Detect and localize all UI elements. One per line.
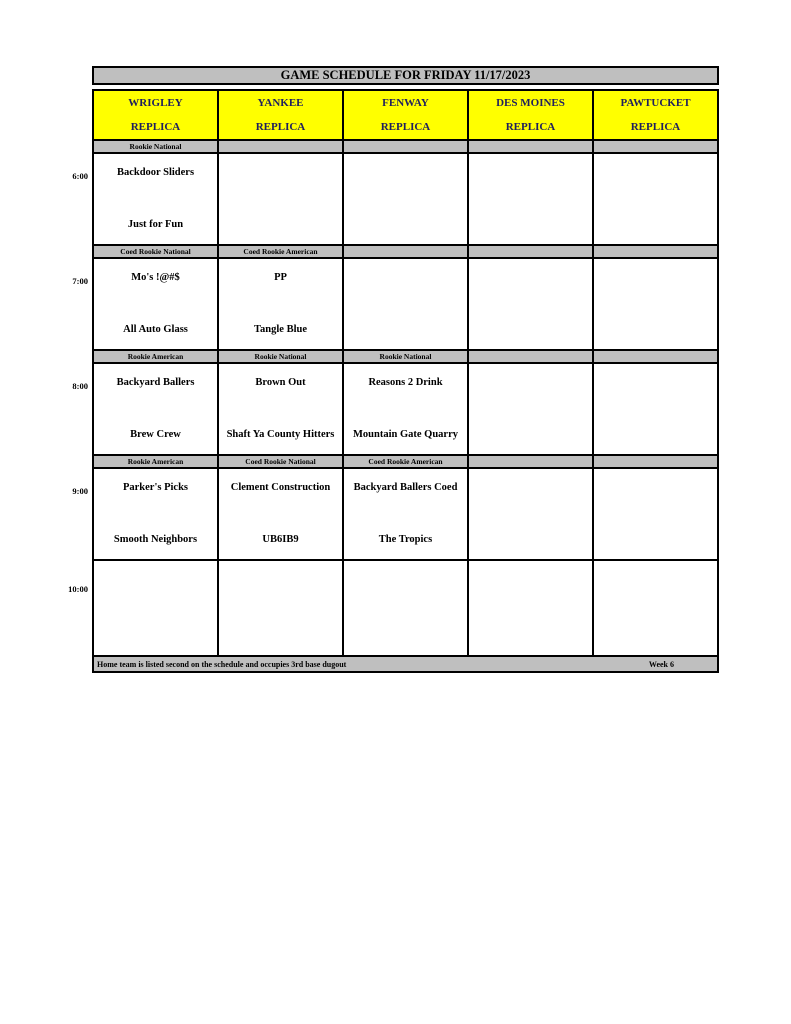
home-team: UB6IB9: [262, 534, 299, 545]
division-label: [468, 140, 593, 153]
field-subname: REPLICA: [505, 121, 556, 133]
division-label: [593, 350, 718, 363]
game-cell: [343, 468, 468, 560]
away-team: Reasons 2 Drink: [368, 377, 443, 388]
field-subname: REPLICA: [130, 121, 181, 133]
home-team: Mountain Gate Quarry: [353, 429, 458, 440]
week-label: Week 6: [648, 659, 674, 669]
game-cell: [343, 363, 468, 455]
time-label-6: 6:00: [72, 171, 88, 181]
game-cell: [593, 363, 718, 455]
division-label: Coed Rookie National: [218, 455, 343, 468]
division-label: Rookie National: [93, 140, 218, 153]
home-team: All Auto Glass: [123, 324, 188, 335]
time-label-7: 7:00: [72, 276, 88, 286]
division-row-900: [93, 455, 718, 468]
game-cell: [218, 560, 343, 656]
home-team: Brew Crew: [130, 429, 181, 440]
away-team: Backyard Ballers: [116, 377, 195, 388]
division-label: [468, 350, 593, 363]
game-cell: [93, 258, 218, 350]
game-cell: [343, 153, 468, 245]
away-team: Clement Construction: [230, 482, 331, 493]
time-label-9: 9:00: [72, 486, 88, 496]
division-row-800: [93, 350, 718, 363]
game-row-700: [93, 258, 718, 350]
division-label: [593, 245, 718, 258]
game-cell: [468, 153, 593, 245]
game-cell: [468, 468, 593, 560]
field-header-wrigley: [93, 90, 218, 140]
division-label: Rookie National: [218, 350, 343, 363]
away-team: Parker's Picks: [122, 482, 189, 493]
game-cell: [93, 153, 218, 245]
division-row-700: [93, 245, 718, 258]
footer-cell: [93, 656, 718, 672]
game-row-600: [93, 153, 718, 245]
field-name: YANKEE: [257, 97, 304, 109]
game-cell: [218, 258, 343, 350]
home-team: The Tropics: [378, 534, 433, 545]
game-cell: [343, 560, 468, 656]
away-team: Mo's !@#$: [131, 272, 180, 283]
game-row-800: [93, 363, 718, 455]
game-cell: [593, 153, 718, 245]
away-team: Backdoor Sliders: [116, 167, 195, 178]
schedule-table: [92, 89, 719, 673]
field-subname: REPLICA: [630, 121, 681, 133]
game-cell: [93, 560, 218, 656]
game-cell: [93, 468, 218, 560]
division-label: Coed Rookie National: [93, 245, 218, 258]
game-cell: [343, 258, 468, 350]
field-name: PAWTUCKET: [620, 97, 691, 109]
field-name: FENWAY: [382, 97, 429, 109]
field-header-yankee: [218, 90, 343, 140]
home-team: Just for Fun: [127, 219, 184, 230]
game-cell: [93, 363, 218, 455]
field-header-row: [93, 90, 718, 140]
away-team: Backyard Ballers Coed: [353, 482, 458, 493]
division-label: [593, 140, 718, 153]
division-label: Rookie American: [93, 350, 218, 363]
schedule-title: GAME SCHEDULE FOR FRIDAY 11/17/2023: [280, 68, 531, 82]
game-cell: [593, 560, 718, 656]
game-cell: [468, 258, 593, 350]
field-header-fenway: [343, 90, 468, 140]
division-label: Coed Rookie American: [218, 245, 343, 258]
away-team: Brown Out: [255, 377, 306, 388]
time-label-8: 8:00: [72, 381, 88, 391]
home-team: Shaft Ya County Hitters: [226, 429, 335, 440]
division-label: [468, 245, 593, 258]
home-team: Tangle Blue: [253, 324, 307, 335]
game-cell: [593, 468, 718, 560]
home-team: Smooth Neighbors: [113, 534, 198, 545]
game-row-1000: [93, 560, 718, 656]
division-label: [343, 245, 468, 258]
division-label: [468, 455, 593, 468]
game-cell: [218, 363, 343, 455]
game-cell: [468, 363, 593, 455]
game-cell: [218, 153, 343, 245]
division-label: [593, 455, 718, 468]
away-team: PP: [274, 272, 287, 283]
division-label: Rookie National: [343, 350, 468, 363]
field-header-des-moines: [468, 90, 593, 140]
division-label: Coed Rookie American: [343, 455, 468, 468]
field-header-pawtucket: [593, 90, 718, 140]
division-row-600: [93, 140, 718, 153]
division-label: [343, 140, 468, 153]
field-subname: REPLICA: [255, 121, 306, 133]
game-cell: [218, 468, 343, 560]
division-label: Rookie American: [93, 455, 218, 468]
game-cell: [593, 258, 718, 350]
game-row-900: [93, 468, 718, 560]
time-label-10: 10:00: [68, 584, 88, 594]
footer-note: Home team is listed second on the schedule and occupies 3rd base dugout: [97, 659, 347, 669]
schedule-document: [92, 66, 719, 673]
field-subname: REPLICA: [380, 121, 431, 133]
footer-row: [93, 656, 718, 672]
schedule-title-bar: [92, 66, 719, 85]
field-name: DES MOINES: [496, 97, 565, 109]
division-label: [218, 140, 343, 153]
field-name: WRIGLEY: [128, 97, 183, 109]
game-cell: [468, 560, 593, 656]
